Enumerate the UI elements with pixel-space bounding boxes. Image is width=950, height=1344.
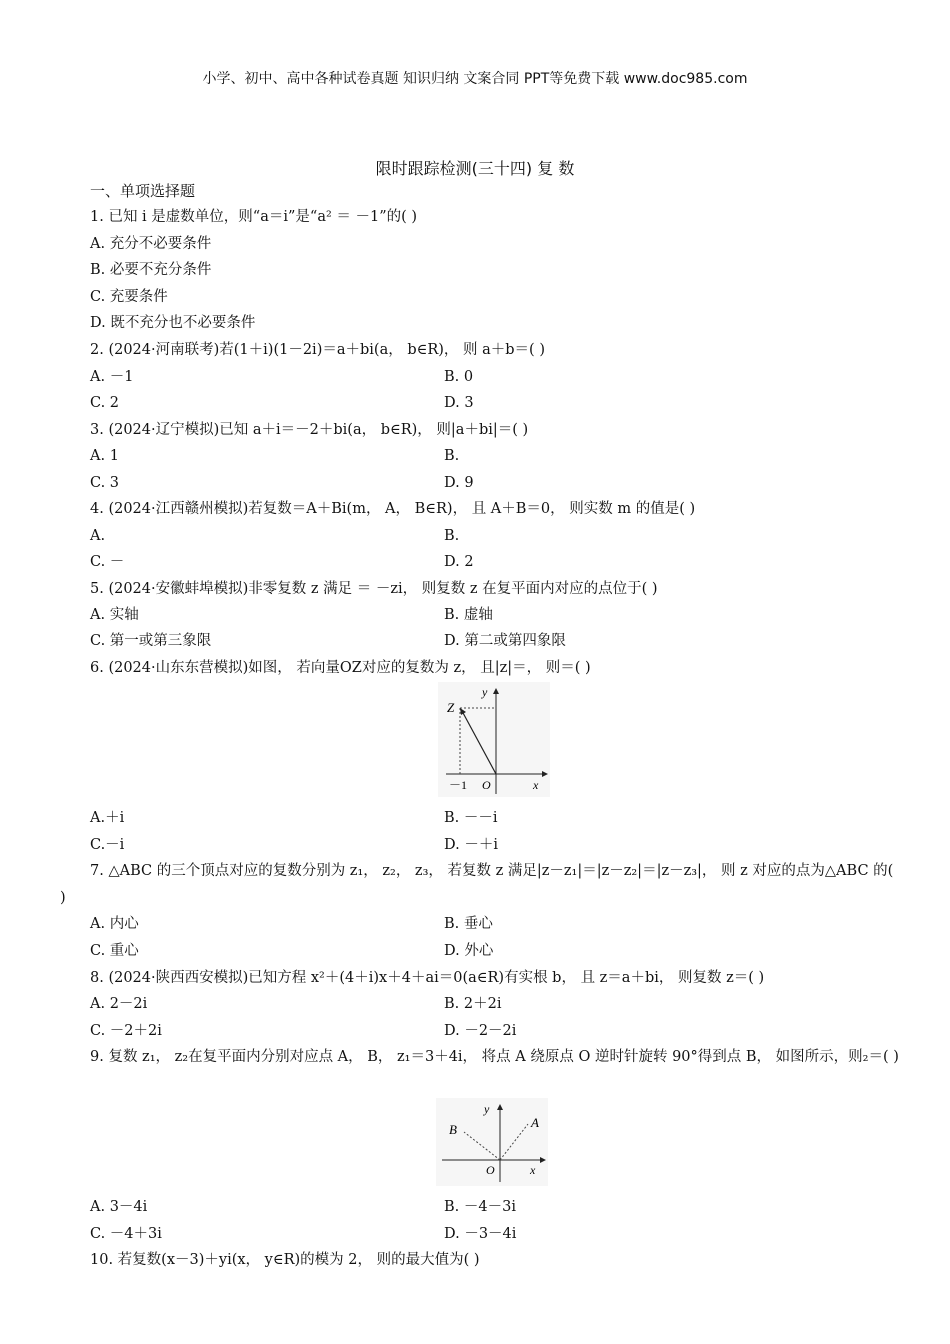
q9-option-d: D. －3－4i: [444, 1226, 517, 1242]
q1-option-b: B. 必要不充分条件: [90, 262, 212, 278]
q9-label-y: y: [484, 1102, 490, 1116]
q6-option-c: C.－i: [90, 837, 125, 853]
q4-option-b: B.: [444, 528, 460, 544]
q2-option-d: D. 3: [444, 395, 474, 411]
q9-option-b: B. －4－3i: [444, 1199, 516, 1215]
question-4-stem: 4. (2024·江西赣州模拟)若复数＝A＋Bi(m， A， B∈R)， 且 A＋B＝0， 则实数 m 的值是( ): [90, 501, 696, 517]
q6-label-x: x: [533, 778, 539, 792]
question-10-stem: 10. 若复数(x－3)＋yi(x， y∈R)的模为 2， 则的最大值为( ): [90, 1252, 480, 1268]
q6-label-neg1: －1: [449, 778, 468, 792]
section-heading: 一、单项选择题: [90, 182, 196, 200]
q8-option-b: B. 2＋2i: [444, 996, 502, 1012]
question-9-stem: 9. 复数 z₁， z₂在复平面内分别对应点 A， B， z₁＝3＋4i， 将点 A 绕原点 O 逆时针旋转 90°得到点 B， 如图所示，则₂＝( ): [90, 1049, 899, 1065]
q5-option-a: A. 实轴: [90, 607, 139, 623]
q7-option-d: D. 外心: [444, 943, 494, 959]
q9-figure: [436, 1098, 548, 1186]
q8-option-d: D. －2－2i: [444, 1023, 517, 1039]
q2-option-c: C. 2: [90, 395, 120, 411]
q8-option-a: A. 2－2i: [90, 996, 148, 1012]
q9-label-x: x: [530, 1163, 536, 1177]
q3-option-a: A. 1: [90, 448, 119, 464]
q1-option-c: C. 充要条件: [90, 289, 168, 305]
q6-complex-plane: [438, 682, 550, 797]
question-3-stem: 3. (2024·辽宁模拟)已知 a＋i＝－2＋bi(a， b∈R)， 则|a＋bi|＝( ): [90, 422, 529, 438]
q9-complex-plane: [436, 1098, 548, 1186]
question-6-stem: 6. (2024·山东东营模拟)如图， 若向量OZ对应的复数为 z， 且|z|＝， 则＝( ): [90, 660, 591, 676]
q5-option-d: D. 第二或第四象限: [444, 633, 566, 649]
site-header: 小学、初中、高中各种试卷真题 知识归纳 文案合同 PPT等免费下载 www.doc985.com: [202, 71, 748, 87]
q9-label-b: B: [449, 1122, 457, 1137]
q4-option-c: C. －: [90, 554, 125, 570]
q9-label-o: O: [486, 1163, 495, 1177]
q7-option-c: C. 重心: [90, 943, 139, 959]
q6-label-z: Z: [447, 700, 455, 715]
q2-option-a: A. －1: [90, 369, 134, 385]
question-1-stem: 1. 已知 i 是虚数单位，则“a＝i”是“a² ＝ －1”的( ): [90, 209, 418, 225]
q6-option-b: B. －－i: [444, 810, 498, 826]
q1-option-a: A. 充分不必要条件: [90, 236, 212, 252]
q5-option-c: C. 第一或第三象限: [90, 633, 212, 649]
question-7-stem: 7. △ABC 的三个顶点对应的复数分别为 z₁， z₂， z₃， 若复数 z 满足|z－z₁|＝|z－z₂|＝|z－z₃|， 则 z 对应的点为△ABC 的( ): [60, 863, 894, 906]
q6-label-y: y: [482, 685, 488, 699]
question-8-stem: 8. (2024·陕西西安模拟)已知方程 x²＋(4＋i)x＋4＋ai＝0(a∈R)有实根 b， 且 z＝a＋bi， 则复数 z＝( ): [90, 970, 765, 986]
q7-option-a: A. 内心: [90, 916, 139, 932]
q6-label-o: O: [482, 778, 491, 792]
q9-option-c: C. －4＋3i: [90, 1226, 162, 1242]
page-title: 限时跟踪检测(三十四) 复 数: [375, 159, 575, 178]
q3-option-d: D. 9: [444, 475, 474, 491]
q2-option-b: B. 0: [444, 369, 474, 385]
q6-option-a: A.＋i: [90, 810, 125, 826]
q3-option-c: C. 3: [90, 475, 120, 491]
q7-option-b: B. 垂心: [444, 916, 493, 932]
q5-option-b: B. 虚轴: [444, 607, 493, 623]
q6-option-d: D. －＋i: [444, 837, 498, 853]
q9-option-a: A. 3－4i: [90, 1199, 148, 1215]
q9-label-a: A: [531, 1115, 539, 1130]
q1-option-d: D. 既不充分也不必要条件: [90, 315, 256, 331]
q4-option-d: D. 2: [444, 554, 474, 570]
question-2-stem: 2. (2024·河南联考)若(1＋i)(1－2i)＝a＋bi(a， b∈R)， 则 a＋b＝( ): [90, 342, 545, 358]
q4-option-a: A.: [90, 528, 106, 544]
q8-option-c: C. －2＋2i: [90, 1023, 162, 1039]
question-5-stem: 5. (2024·安徽蚌埠模拟)非零复数 z 满足 ＝ －zi， 则复数 z 在复平面内对应的点位于( ): [90, 581, 658, 597]
q6-figure: [438, 682, 550, 797]
q3-option-b: B.: [444, 448, 460, 464]
